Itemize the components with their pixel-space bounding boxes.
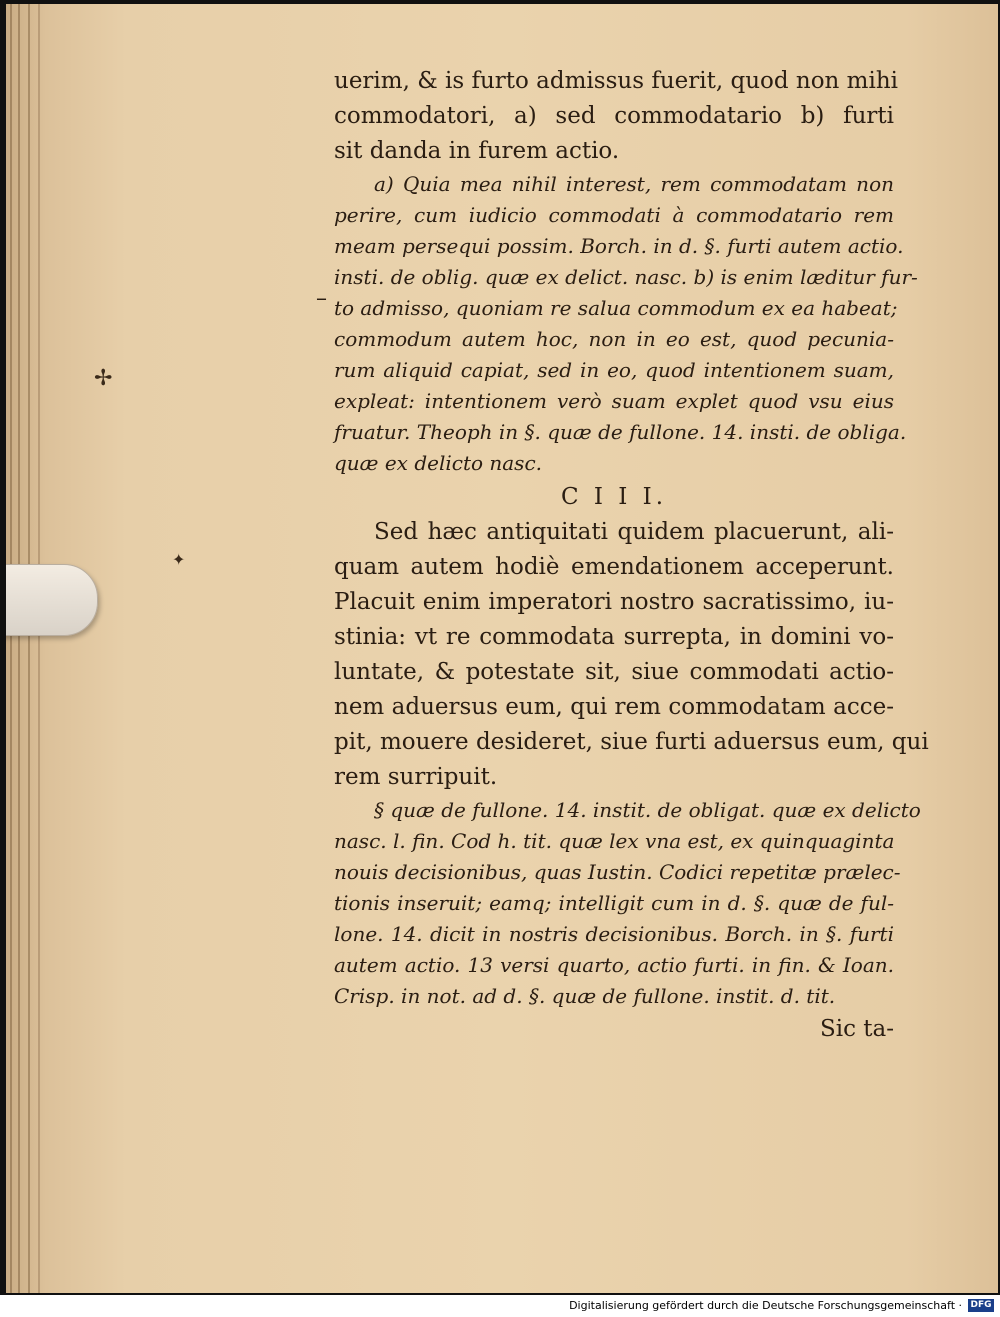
catchword: Sic ta- xyxy=(819,1016,894,1042)
text-line: sit danda in furem actio. xyxy=(334,138,620,164)
footnote-line: tionis inseruit; eamq; intelligit cum in d. §. quæ de ful- xyxy=(334,891,894,915)
page-clip xyxy=(6,564,98,636)
footer-bar xyxy=(0,1296,1000,1317)
page-text xyxy=(334,64,929,1047)
footnote-line: nasc. l. fin. Cod h. tit. quæ lex vna est, ex quinquaginta xyxy=(334,829,895,853)
text-line: nem aduersus eum, qui rem commodatam acce- xyxy=(334,694,894,720)
footnote-line: nouis decisionibus, quas Iustin. Codici repetitæ prælec- xyxy=(334,860,901,884)
page-edge xyxy=(18,4,20,1293)
text-line: luntate, & potestate sit, siue commodati actio- xyxy=(334,659,894,685)
footnote-line: a) Quia mea nihil interest, rem commodatam non xyxy=(374,172,894,196)
text-line: rem surripuit. xyxy=(334,764,498,790)
ink-speck: ✢ xyxy=(94,366,113,391)
footnote-line: quæ ex delicto nasc. xyxy=(334,451,543,475)
margin-mark: – xyxy=(316,286,327,311)
footnote-line: rum aliquid capiat, sed in eo, quod intentionem suam, xyxy=(334,358,894,382)
page-edge xyxy=(28,4,30,1293)
footnote-line: Crisp. in not. ad d. §. quæ de fullone. instit. d. tit. xyxy=(334,984,836,1008)
text-line: quam autem hodiè emendationem acceperunt. xyxy=(334,554,894,580)
footnote-line: meam persequi possim. Borch. in d. §. furti autem actio. xyxy=(334,234,904,258)
text-line: stinia: vt re commodata surrepta, in domini vo- xyxy=(334,624,894,650)
page-edge xyxy=(38,4,40,1293)
footnote-line: perire, cum iudicio commodati à commodatario rem xyxy=(334,203,894,227)
footnote-line: to admisso, quoniam re salua commodum ex ea habeat; xyxy=(334,296,898,320)
dfg-logo[interactable]: DFG xyxy=(968,1299,994,1312)
funding-notice: Digitalisierung gefördert durch die Deutsche Forschungsgemeinschaft · xyxy=(569,1299,962,1312)
text-line: pit, mouere desideret, siue furti aduersus eum, qui xyxy=(334,729,929,755)
footnote-line: insti. de oblig. quæ ex delict. nasc. b) is enim læditur fur- xyxy=(334,265,918,289)
text-line: Placuit enim imperatori nostro sacratissimo, iu- xyxy=(334,589,894,615)
text-line: uerim, & is furto admissus fuerit, quod non mihi xyxy=(334,68,899,94)
footnote-line: § quæ de fullone. 14. instit. de obligat. quæ ex delicto xyxy=(374,798,921,822)
footnote-line: autem actio. 13 versi quarto, actio furti. in fin. & Ioan. xyxy=(334,953,894,977)
footnote-line: fruatur. Theoph in §. quæ de fullone. 14. insti. de obliga. xyxy=(334,420,907,444)
footnote-line: commodum autem hoc, non in eo est, quod pecunia- xyxy=(334,327,894,351)
page-edge xyxy=(10,4,12,1293)
footnote-line: expleat: intentionem verò suam explet quod vsu eius xyxy=(334,389,894,413)
section-heading: C I I I. xyxy=(560,484,668,510)
text-line: Sed hæc antiquitati quidem placuerunt, ali- xyxy=(374,519,894,545)
text-line: commodatori, a) sed commodatario b) furti xyxy=(334,103,894,129)
footnote-line: lone. 14. dicit in nostris decisionibus. Borch. in §. furti xyxy=(334,922,894,946)
ink-speck: ✦ xyxy=(172,550,186,569)
